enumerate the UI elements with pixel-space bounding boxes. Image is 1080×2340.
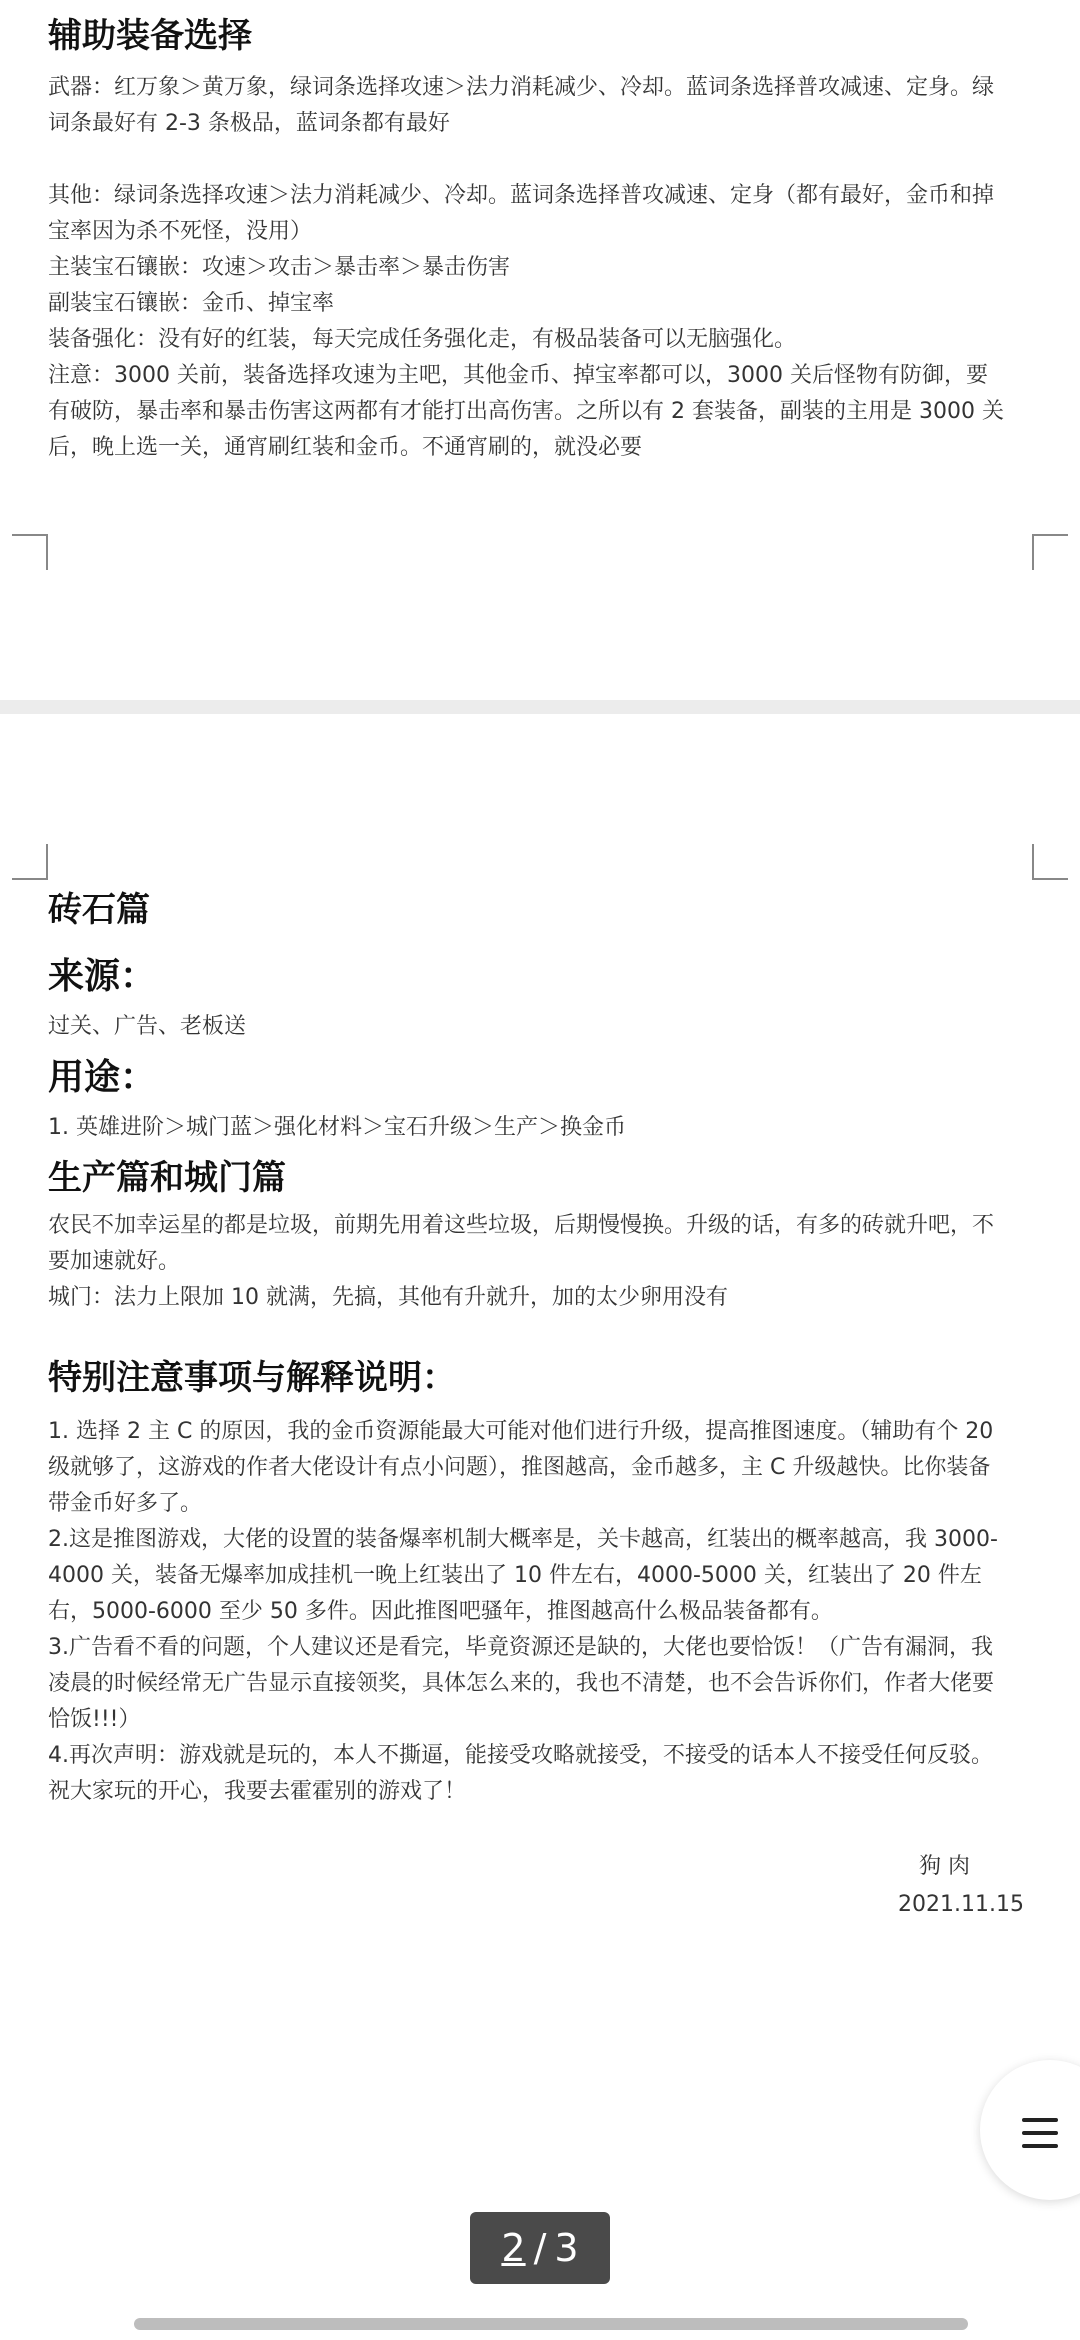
current-page-number: 2 — [501, 2226, 526, 2270]
page-corner-mark — [1032, 534, 1068, 570]
page1-content — [48, 14, 1008, 466]
paragraph-production: 农民不加幸运星的都是垃圾，前期先用着这些垃圾，后期慢慢换。升级的话，有多的砖就升吧，不要加速就好。 — [48, 1212, 995, 1274]
paragraph-source: 过关、广告、老板送 — [48, 1013, 247, 1039]
paragraph-gate: 城门：法力上限加 10 就满，先搞，其他有升就升，加的太少卵用没有 — [48, 1284, 728, 1310]
heading-usage: 用途： — [48, 1056, 157, 1098]
page-corner-mark — [1032, 844, 1068, 880]
hamburger-menu-icon — [1022, 2118, 1058, 2157]
paragraph-note: 注意：3000 关前，装备选择攻速为主吧，其他金币、掉宝率都可以，3000 关后怪物有防御，要有破防，暴击率和暴击伤害这两都有才能打出高伤害。之所以有 2 套装备，副装的主用是 3000 关后，晚上选一关，通宵刷红装和金币。不通宵刷的，就没必要 — [48, 363, 1004, 461]
document-page-1 — [0, 0, 1080, 700]
page-corner-mark — [12, 844, 48, 880]
section-title-notes: 特别注意事项与解释说明： — [48, 1357, 456, 1398]
page-corner-mark — [12, 534, 48, 570]
signature-block — [898, 1848, 1024, 1924]
section-title-gem: 砖石篇 — [48, 890, 150, 930]
paragraph-usage: 1. 英雄进阶＞城门蓝＞强化材料＞宝石升级＞生产＞换金币 — [48, 1114, 626, 1140]
paragraph-other: 其他：绿词条选择攻速＞法力消耗减少、冷却。蓝词条选择普攻减速、定身（都有最好，金币和掉宝率因为杀不死怪，没用） — [48, 183, 995, 245]
page-indicator[interactable] — [470, 2212, 610, 2284]
paragraph-weapon: 武器：红万象＞黄万象，绿词条选择攻速＞法力消耗减少、冷却。蓝词条选择普攻减速、定身。绿词条最好有 2-3 条极品，蓝词条都有最好 — [48, 75, 995, 137]
horizontal-scrollbar[interactable] — [134, 2318, 968, 2330]
heading-source: 来源： — [48, 956, 157, 998]
paragraph-enhance: 装备强化：没有好的红装，每天完成任务强化走，有极品装备可以无脑强化。 — [48, 327, 797, 353]
note-item: 3.广告看不看的问题，个人建议还是看完，毕竟资源还是缺的，大佬也要恰饭！（广告有漏洞，我凌晨的时候经常无广告显示直接领奖，具体怎么来的，我也不清楚，也不会告诉你们，作者大佬要恰饭!!!） — [48, 1635, 995, 1733]
page-separator — [0, 700, 1080, 714]
paragraph-sub-gem: 副装宝石镶嵌：金币、掉宝率 — [48, 291, 335, 317]
note-item: 1. 选择 2 主 C 的原因，我的金币资源能最大可能对他们进行升级，提高推图速度。（辅助有个 20 级就够了，这游戏的作者大佬设计有点小问题），推图越高，金币越多，主 C 升级越快。比你装备带金币好多了。 — [48, 1419, 994, 1517]
section-title-production: 生产篇和城门篇 — [48, 1157, 286, 1198]
total-page-count: 3 — [554, 2226, 579, 2270]
note-item: 4.再次声明：游戏就是玩的，本人不撕逼，能接受攻略就接受，不接受的话本人不接受任何反驳。祝大家玩的开心，我要去霍霍别的游戏了！ — [48, 1743, 993, 1805]
page-separator-slash: / — [533, 2226, 547, 2270]
section-title-auxiliary-equipment: 辅助装备选择 — [48, 16, 252, 56]
note-item: 2.这是推图游戏，大佬的设置的装备爆率机制大概率是，关卡越高，红装出的概率越高，我 3000-4000 关，装备无爆率加成挂机一晚上红装出了 10 件左右，4000-5000 关，红装出了 20 件左右，5000-6000 至少 50 多件。因此推图吧骚年，推图越高什么极品装备都有。 — [48, 1527, 998, 1625]
page2-content — [48, 888, 1008, 1810]
author-name: 狗 肉 — [919, 1854, 970, 1879]
document-date: 2021.11.15 — [898, 1892, 1024, 1917]
paragraph-main-gem: 主装宝石镶嵌：攻速＞攻击＞暴击率＞暴击伤害 — [48, 255, 511, 281]
document-page-2 — [0, 714, 1080, 2340]
